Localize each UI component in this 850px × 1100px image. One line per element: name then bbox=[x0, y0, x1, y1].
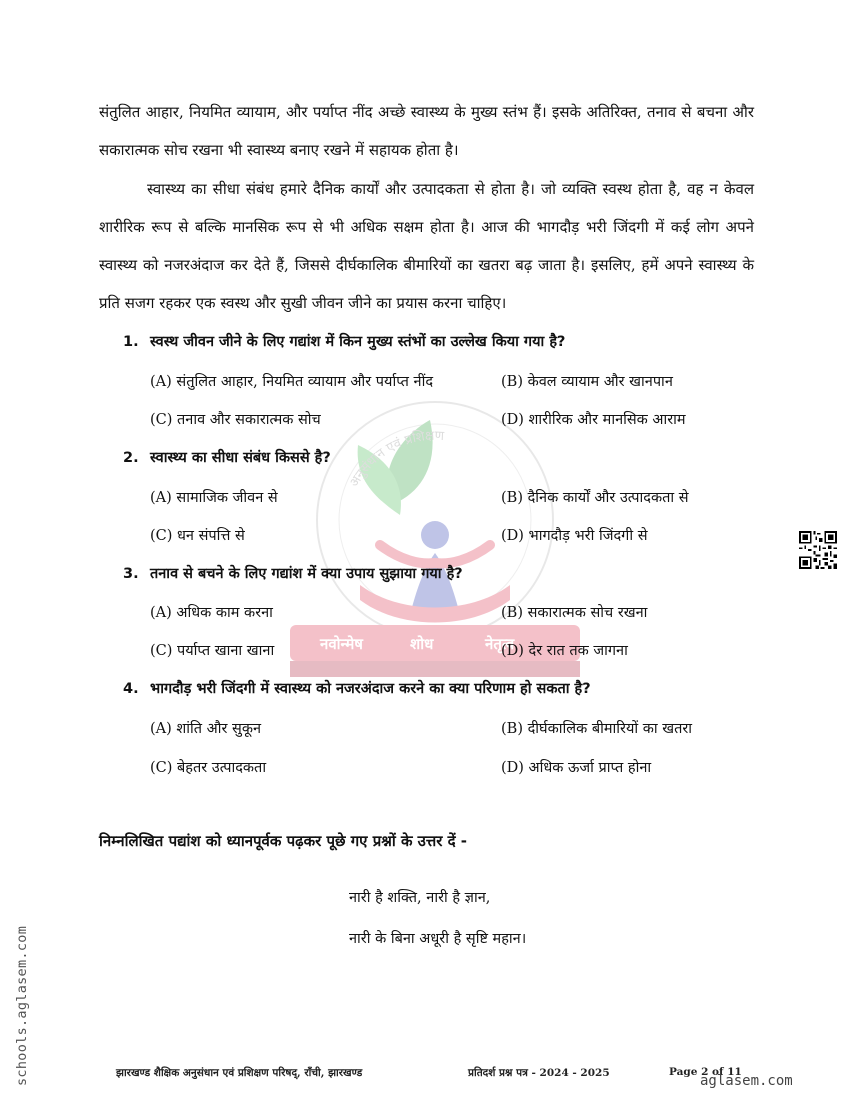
corner-watermark-url: aglasem.com bbox=[700, 1073, 793, 1089]
footer-page-number: Page 2 of 11 bbox=[669, 1066, 742, 1078]
q4-option-c: (C) बेहतर उत्पादकता bbox=[150, 760, 267, 776]
question-4 bbox=[123, 678, 763, 698]
question-number: 4. bbox=[123, 681, 139, 697]
watermark-word-2: शोध bbox=[410, 635, 434, 653]
q1-option-d: (D) शारीरिक और मानसिक आराम bbox=[501, 412, 686, 428]
side-watermark-url: schools.aglasem.com bbox=[14, 925, 30, 1086]
question-3 bbox=[123, 563, 763, 583]
jcert-logo-watermark bbox=[280, 385, 590, 715]
watermark-word-3: नेतृत्व bbox=[485, 635, 515, 653]
q3-option-a: (A) अधिक काम करना bbox=[150, 605, 273, 621]
watermark-word-1: नवोन्मेष bbox=[320, 635, 363, 653]
q2-option-c: (C) धन संपत्ति से bbox=[150, 528, 245, 544]
q1-option-a: (A) संतुलित आहार, नियमित व्यायाम और पर्याप्त नींद bbox=[150, 374, 434, 390]
q2-option-d: (D) भागदौड़ भरी जिंदगी से bbox=[501, 528, 648, 544]
q4-option-d: (D) अधिक ऊर्जा प्राप्त होना bbox=[501, 760, 652, 776]
q2-option-a: (A) सामाजिक जीवन से bbox=[150, 490, 278, 506]
question-1 bbox=[123, 331, 763, 351]
qr-code-icon[interactable] bbox=[799, 531, 837, 569]
q1-option-b: (B) केवल व्यायाम और खानपान bbox=[501, 374, 673, 390]
q2-option-b: (B) दैनिक कार्यों और उत्पादकता से bbox=[501, 490, 689, 506]
question-text: भागदौड़ भरी जिंदगी में स्वास्थ्य को नजरअंदाज करने का क्या परिणाम हो सकता है? bbox=[150, 681, 591, 697]
passage-paragraph-1: संतुलित आहार, नियमित व्यायाम, और पर्याप्त नींद अच्छे स्वास्थ्य के मुख्य स्तंभ हैं। इसके अतिरिक्त, तनाव से बचना और सकारात्मक सोच रखना भी स्वास्थ्य बनाए रखने में सहायक होता है। bbox=[99, 103, 754, 159]
poem-section-heading: निम्नलिखित पद्यांश को ध्यानपूर्वक पढ़कर पूछे गए प्रश्नों के उत्तर दें - bbox=[99, 832, 468, 850]
poem-line-2: नारी के बिना अधूरी है सृष्टि महान। bbox=[349, 931, 527, 947]
footer-paper-title: प्रतिदर्श प्रश्न पत्र - 2024 - 2025 bbox=[468, 1067, 610, 1079]
question-number: 1. bbox=[123, 334, 139, 350]
q1-option-c: (C) तनाव और सकारात्मक सोच bbox=[150, 412, 321, 428]
question-text: तनाव से बचने के लिए गद्यांश में क्या उपाय सुझाया गया है? bbox=[150, 566, 463, 582]
question-text: स्वास्थ्य का सीधा संबंध किससे है? bbox=[150, 450, 331, 466]
q4-option-a: (A) शांति और सुकून bbox=[150, 721, 261, 737]
poem-line-1: नारी है शक्ति, नारी है ज्ञान, bbox=[349, 890, 491, 906]
passage-paragraph-2: स्वास्थ्य का सीधा संबंध हमारे दैनिक कार्यों और उत्पादकता से होता है। जो व्यक्ति स्वस्थ होता है, वह न केवल शारीरिक रूप से बल्कि मानसिक रूप से भी अधिक सक्षम होता है। आज की भागदौड़ भरी जिंदगी में कई लोग अपने स्वास्थ्य को नजरअंदाज कर देते हैं, जिससे दीर्घकालिक बीमारियों का खतरा बढ़ जाता है। इसलिए, हमें अपने स्वास्थ्य के प्रति सजग रहकर एक स्वस्थ और सुखी जीवन जीने का प्रयास करना चाहिए। bbox=[99, 180, 754, 312]
footer-organization: झारखण्ड शैक्षिक अनुसंधान एवं प्रशिक्षण परिषद्, राँची, झारखण्ड bbox=[116, 1067, 363, 1079]
question-number: 2. bbox=[123, 450, 139, 466]
watermark-arc-text: अनुसंधान एवं प्रशिक्षण bbox=[346, 428, 445, 490]
question-text: स्वस्थ जीवन जीने के लिए गद्यांश में किन मुख्य स्तंभों का उल्लेख किया गया है? bbox=[150, 334, 566, 350]
q4-option-b: (B) दीर्घकालिक बीमारियों का खतरा bbox=[501, 721, 693, 737]
q3-option-c: (C) पर्याप्त खाना खाना bbox=[150, 643, 275, 659]
question-number: 3. bbox=[123, 566, 139, 582]
q3-option-b: (B) सकारात्मक सोच रखना bbox=[501, 605, 648, 621]
q3-option-d: (D) देर रात तक जागना bbox=[501, 643, 628, 659]
question-2 bbox=[123, 447, 763, 467]
